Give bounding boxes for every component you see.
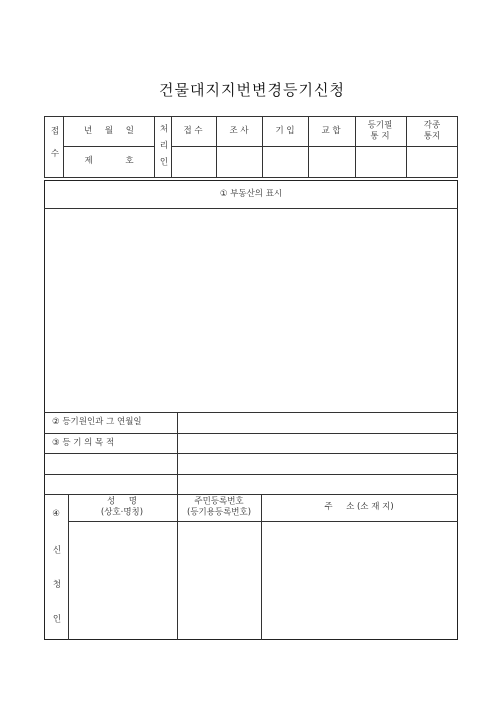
receipt-header-text: 접수 (49, 126, 59, 171)
table-divider (154, 116, 155, 178)
table-divider (63, 116, 64, 178)
table-divider (355, 116, 356, 178)
table-divider (406, 116, 407, 178)
table-divider (216, 116, 217, 178)
cause-date-field[interactable] (178, 413, 457, 432)
col-name: 성 명 (상호·명칭) (100, 496, 144, 517)
col-verify: 교 합 (321, 125, 341, 136)
col-investigation: 조 사 (229, 125, 249, 136)
table-divider (171, 146, 458, 147)
col-registration-number: 주민등록번호 (등기용등록번호) (186, 496, 252, 517)
table-divider (63, 146, 154, 147)
col-address: 주 소 (소 재 지) (324, 501, 394, 512)
receipt-date-label: 년 월 일 (83, 125, 135, 136)
extra-field-1[interactable] (178, 454, 457, 473)
form-divider (44, 494, 458, 495)
form-divider (44, 208, 458, 209)
extra-field-2[interactable] (178, 475, 457, 493)
applicant-header (50, 509, 62, 649)
property-description-area[interactable] (46, 210, 456, 411)
table-divider (262, 116, 263, 178)
processing-header (157, 124, 169, 174)
col-various-notices: 각종 통지 (423, 120, 441, 141)
registration-purpose-field[interactable] (178, 434, 457, 452)
col-entry: 기 입 (275, 125, 295, 136)
col-receipt: 접 수 (183, 125, 203, 136)
table-divider (308, 116, 309, 178)
page-title: 건물대지지번변경등기신청 (159, 81, 345, 99)
processing-header-text: 처리인 (158, 124, 168, 174)
applicant-name-field[interactable] (69, 522, 176, 639)
applicant-id-field[interactable] (178, 522, 260, 639)
receipt-header (48, 126, 60, 171)
section3-label: ③ 등 기 의 목 적 (52, 438, 115, 448)
applicant-header-text: ④신청인 (51, 509, 61, 649)
applicant-address-field[interactable] (262, 522, 457, 639)
col-completion-notice: 등기필 통 지 (367, 120, 393, 141)
receipt-number-label: 제 호 (84, 155, 134, 166)
table-divider (171, 116, 172, 178)
section1-title: ① 부동산의 표시 (219, 188, 283, 199)
section2-label: ② 등기원인과 그 연월일 (52, 417, 142, 427)
